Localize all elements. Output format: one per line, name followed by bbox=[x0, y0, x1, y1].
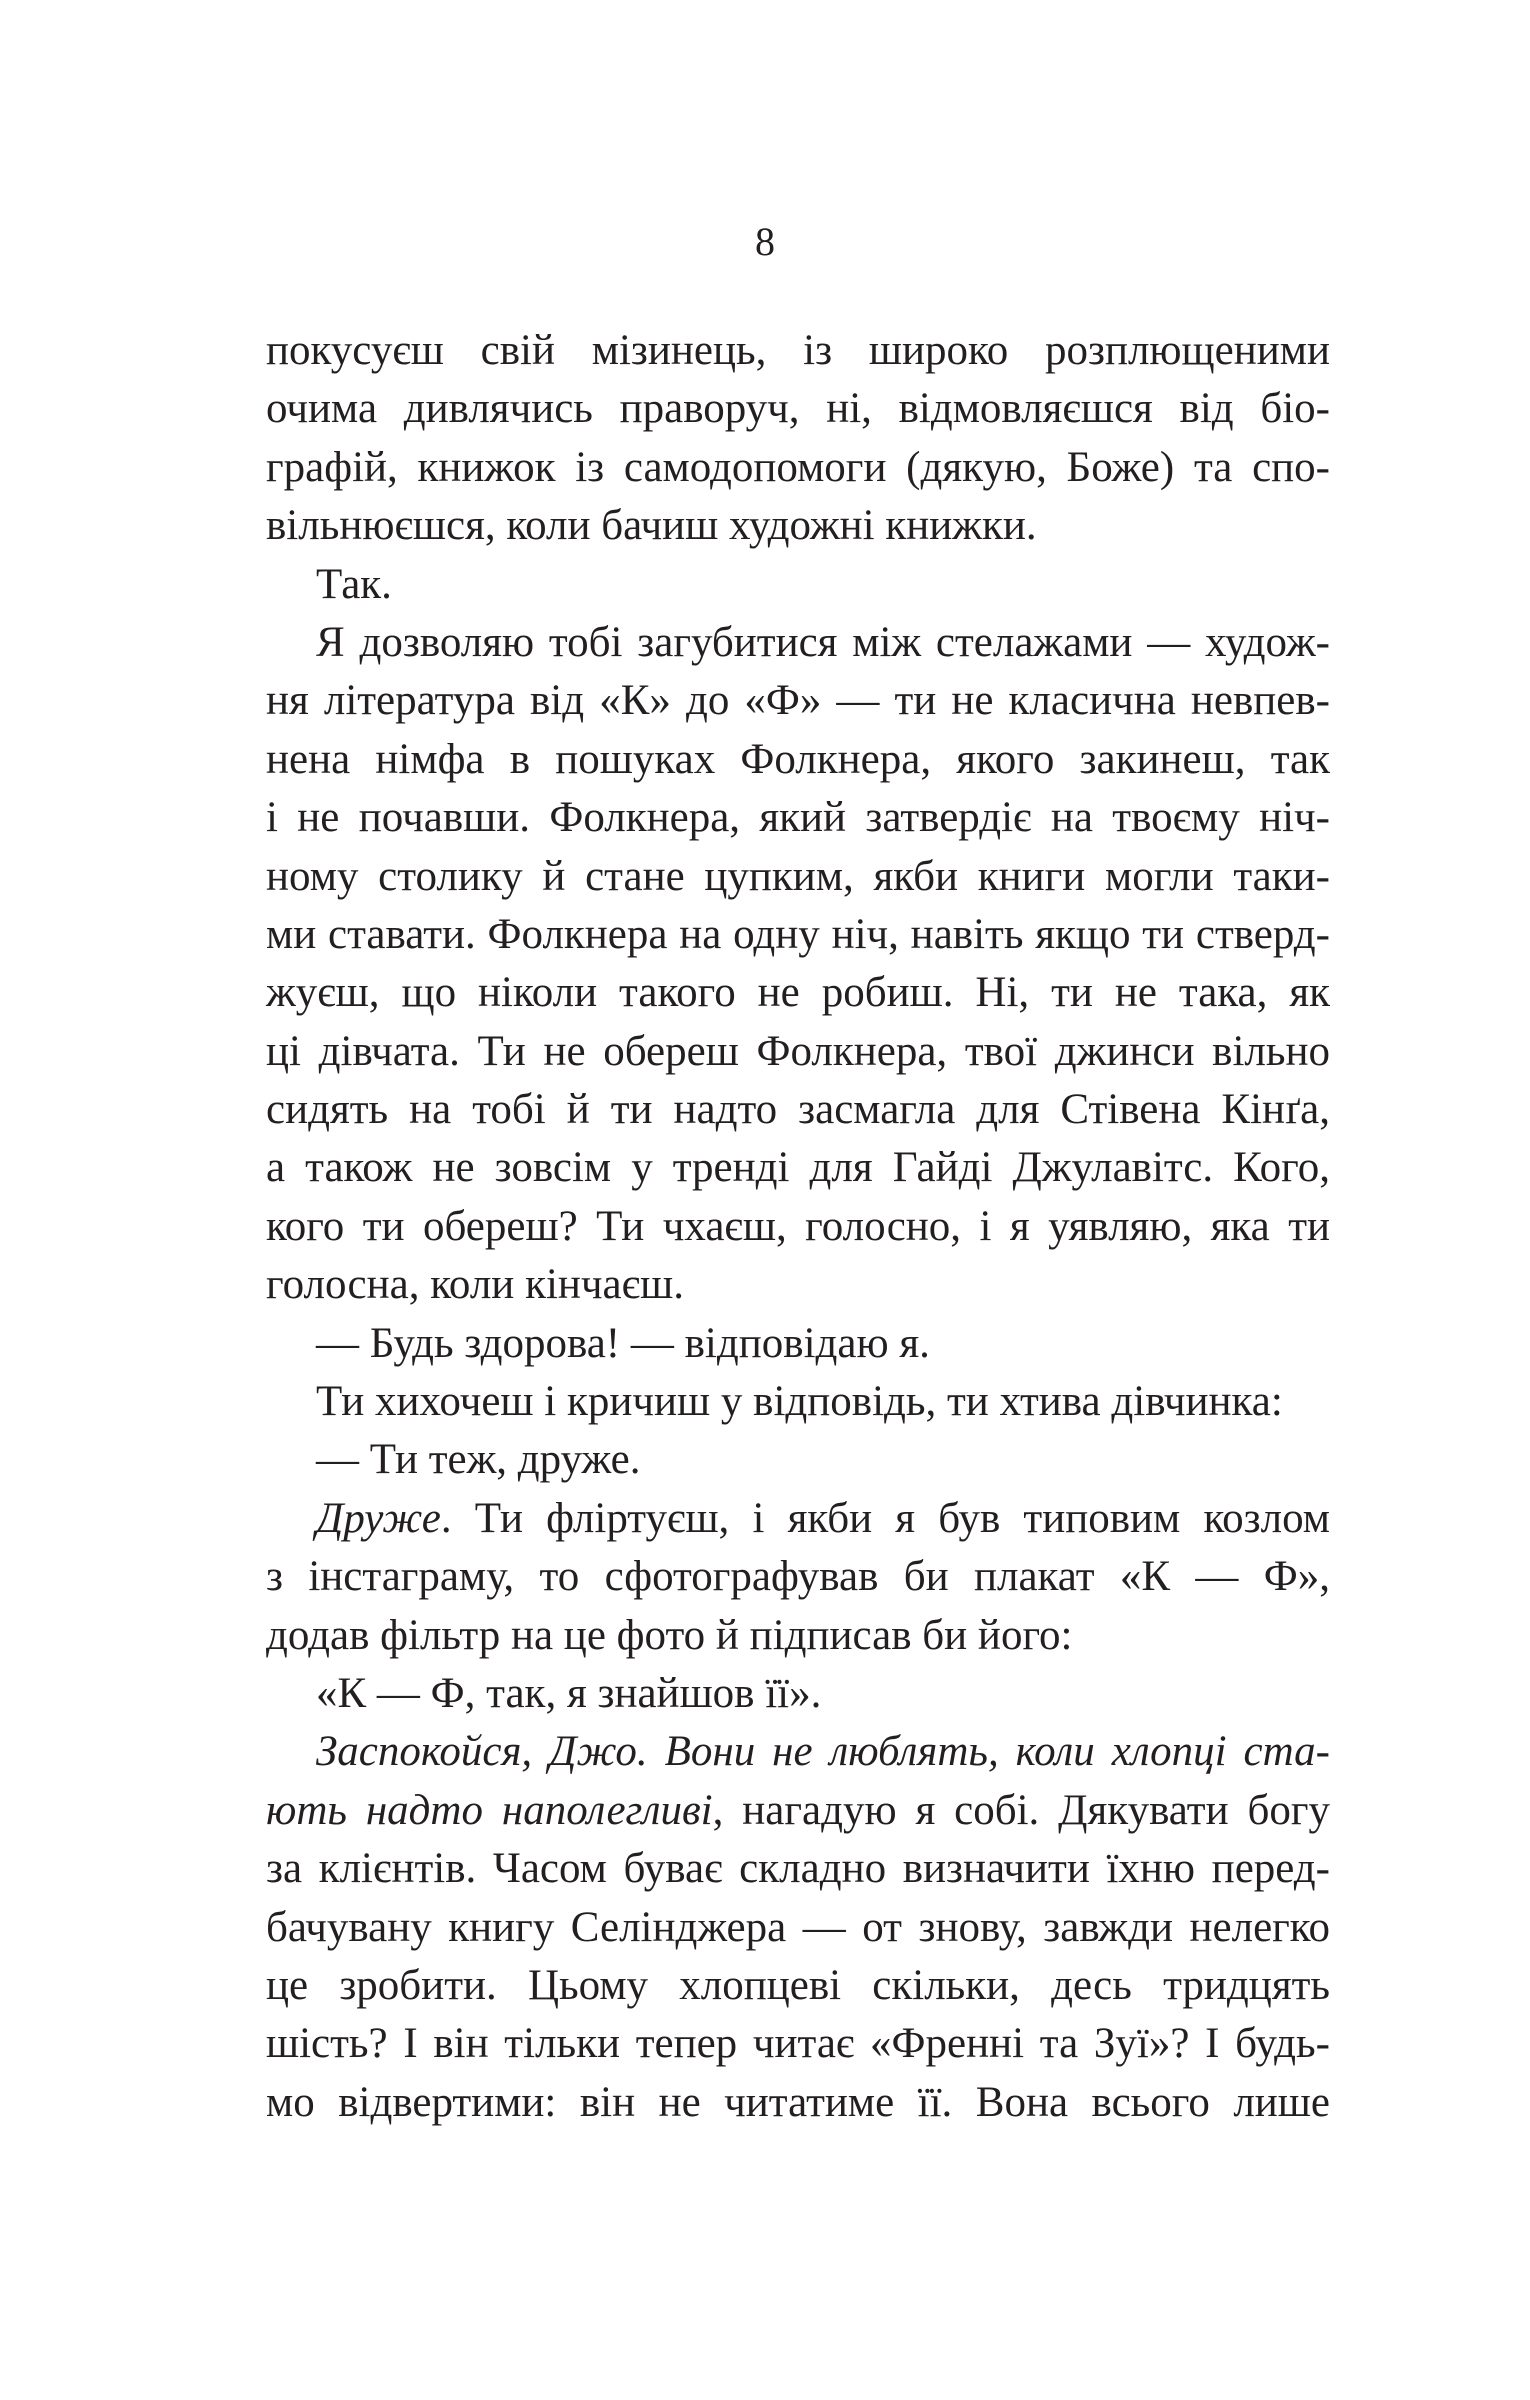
text-segment: жуєш, що ніколи такого не робиш. Ні, ти не така, як bbox=[266, 969, 1330, 1017]
text-line bbox=[266, 1723, 1330, 1781]
italic-text: Заспокойся, Джо. Вони не люблять, коли хлопці ста- bbox=[316, 1728, 1330, 1776]
text-line bbox=[266, 556, 1330, 614]
text-line bbox=[266, 1840, 1330, 1898]
text-segment: це зробити. Цьому хлопцеві скільки, десь тридцять bbox=[266, 1961, 1330, 2009]
text-segment: Я дозволяю тобі загубитися між стелажами — худож- bbox=[316, 618, 1330, 666]
text-segment: покусуєш свій мізинець, із широко розплющеними bbox=[266, 327, 1330, 374]
text-line bbox=[266, 1023, 1330, 1081]
text-segment: за клієнтів. Часом буває складно визначити їхню перед- bbox=[266, 1845, 1330, 1893]
body-text bbox=[266, 322, 1330, 2132]
text-line bbox=[266, 964, 1330, 1022]
page-number: 8 bbox=[755, 219, 775, 264]
text-segment: Ти хихочеш і кричиш у відповідь, ти хтива дівчинка: bbox=[316, 1378, 1283, 1426]
text-line bbox=[266, 1081, 1330, 1139]
text-segment: — Ти теж, друже. bbox=[316, 1436, 641, 1484]
text-segment: — Будь здорова! — відповідаю я. bbox=[316, 1319, 930, 1367]
text-line bbox=[266, 1198, 1330, 1256]
text-line bbox=[266, 1431, 1330, 1489]
italic-text: ють надто наполегливі bbox=[266, 1786, 713, 1834]
text-line bbox=[266, 789, 1330, 847]
text-segment: бачувану книгу Селінджера — от знову, завжди нелегко bbox=[266, 1903, 1330, 1951]
text-segment: графій, книжок із самодопомоги (дякую, Боже) та спо- bbox=[266, 443, 1330, 491]
text-line bbox=[266, 1665, 1330, 1723]
text-line bbox=[266, 731, 1330, 789]
text-line bbox=[266, 1256, 1330, 1314]
text-segment: кого ти обереш? Ти чхаєш, голосно, і я уявляю, яка ти bbox=[266, 1202, 1330, 1250]
text-line bbox=[266, 672, 1330, 730]
text-line bbox=[266, 848, 1330, 906]
text-line bbox=[266, 2015, 1330, 2073]
text-line bbox=[266, 1315, 1330, 1373]
text-segment: , нагадую я собі. Дякувати богу bbox=[712, 1786, 1330, 1834]
text-segment: з інстаграму, то сфотографував би плакат «К — Ф», bbox=[266, 1553, 1330, 1601]
text-segment: «К — Ф, так, я знайшов її». bbox=[316, 1669, 822, 1717]
text-line bbox=[266, 1373, 1330, 1431]
text-segment: шість? І він тільки тепер читає «Френні та Зуї»? І будь- bbox=[266, 2020, 1330, 2068]
text-segment: сидять на тобі й ти надто засмагла для Стівена Кінґа, bbox=[266, 1086, 1330, 1134]
text-line bbox=[266, 2074, 1330, 2132]
text-line bbox=[266, 497, 1330, 555]
text-line bbox=[266, 1548, 1330, 1606]
text-line bbox=[266, 1490, 1330, 1548]
text-segment: голосна, коли кінчаєш. bbox=[266, 1261, 684, 1309]
text-segment: . Ти фліртуєш, і якби я був типовим козлом bbox=[440, 1494, 1330, 1542]
text-line bbox=[266, 1607, 1330, 1665]
text-segment: нена німфа в пошуках Фолкнера, якого закинеш, так bbox=[266, 735, 1330, 783]
text-segment: і не почавши. Фолкнера, який затвердіє на твоєму ніч- bbox=[266, 794, 1330, 842]
text-line bbox=[266, 906, 1330, 964]
text-line bbox=[266, 1139, 1330, 1197]
italic-text: Друже bbox=[316, 1494, 441, 1542]
text-segment: а також не зовсім у тренді для Гайді Джулавітс. Кого, bbox=[266, 1144, 1330, 1192]
text-line bbox=[266, 1899, 1330, 1957]
text-line bbox=[266, 1782, 1330, 1840]
text-segment: ми ставати. Фолкнера на одну ніч, навіть якщо ти стверд- bbox=[266, 910, 1330, 958]
text-segment: Так. bbox=[316, 560, 392, 608]
text-segment: додав фільтр на це фото й підписав би його: bbox=[266, 1611, 1073, 1659]
text-segment: вільнюєшся, коли бачиш художні книжки. bbox=[266, 502, 1037, 550]
text-line bbox=[266, 1957, 1330, 2015]
text-segment: ному столику й стане цупким, якби книги могли таки- bbox=[266, 852, 1330, 900]
text-line bbox=[266, 439, 1330, 497]
text-line bbox=[266, 614, 1330, 672]
text-line bbox=[266, 380, 1330, 438]
text-segment: ці дівчата. Ти не обереш Фолкнера, твої джинси вільно bbox=[266, 1027, 1330, 1075]
text-segment: очима дивлячись праворуч, ні, відмовляєшся від біо- bbox=[266, 385, 1330, 433]
text-segment: мо відвертими: він не читатиме її. Вона всього лише bbox=[266, 2078, 1330, 2126]
text-segment: ня література від «К» до «Ф» — ти не класична невпев- bbox=[266, 677, 1330, 725]
text-line bbox=[266, 322, 1330, 380]
